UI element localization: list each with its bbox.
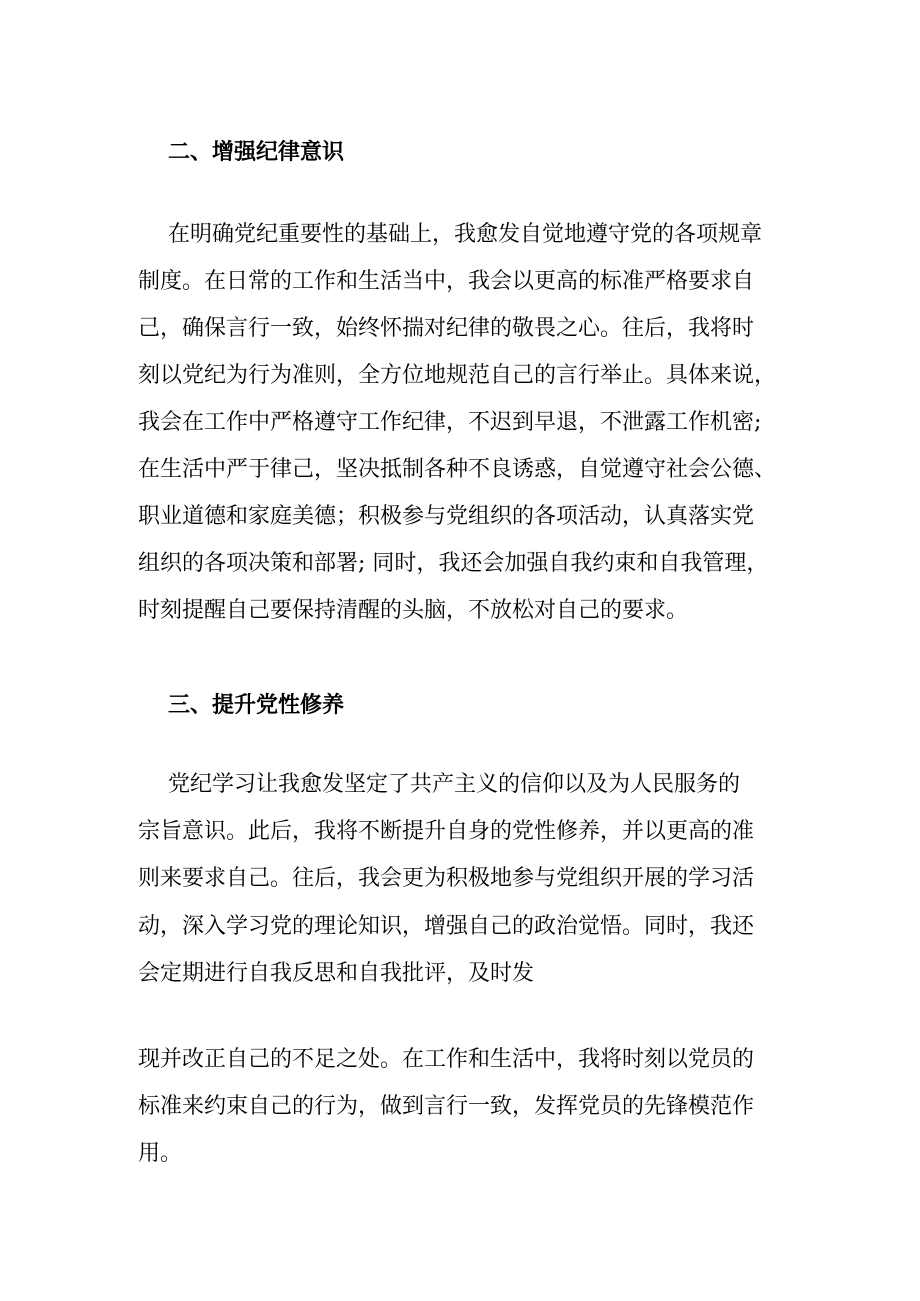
section-2-heading: 二、增强纪律意识 bbox=[168, 139, 345, 165]
paragraph-line: 在明确党纪重要性的基础上，我愈发自觉地遵守党的各项规章 bbox=[168, 222, 763, 247]
paragraph-line: 宗旨意识。此后，我将不断提升自身的党性修养，并以更高的准 bbox=[138, 819, 755, 844]
paragraph-line: 会定期进行自我反思和自我批评，及时发 bbox=[138, 961, 535, 986]
paragraph-line: 职业道德和家庭美德；积极参与党组织的各项活动，认真落实党 bbox=[138, 504, 755, 529]
section-3-heading: 三、提升党性修养 bbox=[168, 692, 345, 718]
paragraph-line: 现并改正自己的不足之处。在工作和生活中，我将时刻以党员的 bbox=[138, 1047, 755, 1072]
paragraph-line: 制度。在日常的工作和生活当中，我会以更高的标准严格要求自 bbox=[138, 269, 755, 294]
paragraph-line: 时刻提醒自己要保持清醒的头脑，不放松对自己的要求。 bbox=[138, 598, 689, 623]
paragraph-line: 则来要求自己。往后，我会更为积极地参与党组织开展的学习活 bbox=[138, 866, 755, 891]
paragraph-line: 刻以党纪为行为准则，全方位地规范自己的言行举止。具体来说， bbox=[138, 363, 777, 388]
paragraph-line: 组织的各项决策和部署; 同时，我还会加强自我约束和自我管理， bbox=[138, 551, 769, 576]
paragraph-line: 我会在工作中严格遵守工作纪律，不迟到早退，不泄露工作机密; bbox=[138, 410, 762, 435]
paragraph-line: 用。 bbox=[138, 1141, 183, 1166]
paragraph-line: 标准来约束自己的行为，做到言行一致，发挥党员的先锋模范作 bbox=[138, 1094, 755, 1119]
paragraph-line: 在生活中严于律己，坚决抵制各种不良诱惑，自觉遵守社会公德、 bbox=[138, 457, 777, 482]
paragraph-line: 党纪学习让我愈发坚定了共产主义的信仰以及为人民服务的 bbox=[168, 772, 741, 797]
paragraph-line: 己，确保言行一致，始终怀揣对纪律的敬畏之心。往后，我将时 bbox=[138, 316, 755, 341]
paragraph-line: 动，深入学习党的理论知识，增强自己的政治觉悟。同时，我还 bbox=[138, 914, 755, 939]
